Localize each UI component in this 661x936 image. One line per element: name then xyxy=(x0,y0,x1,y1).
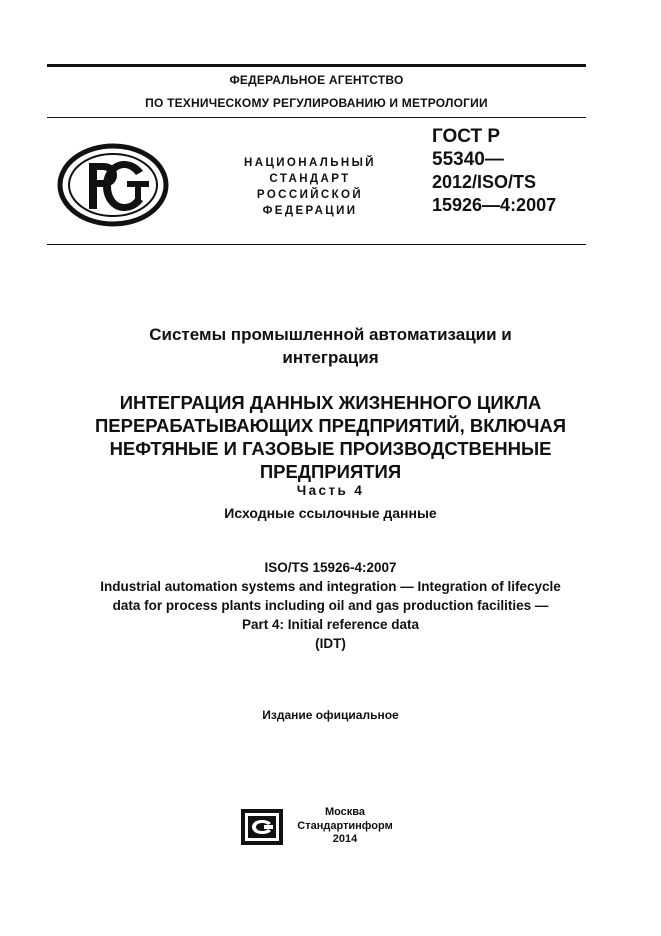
part-number: Часть 4 xyxy=(296,483,365,498)
national-standard-label xyxy=(220,155,400,219)
top-rule xyxy=(47,64,586,67)
main-title-line: НЕФТЯНЫЕ И ГАЗОВЫЕ ПРОИЗВОДСТВЕННЫЕ xyxy=(109,438,552,459)
standartinform-logo-icon xyxy=(240,808,284,846)
publisher-info xyxy=(290,806,400,847)
main-title-line: ПРЕДПРИЯТИЯ xyxy=(259,461,402,482)
national-standard-line: НАЦИОНАЛЬНЫЙ xyxy=(244,157,376,169)
iso-title-line: data for process plants including oil and gas production facilities — xyxy=(112,598,549,613)
publication-year: 2014 xyxy=(332,833,358,845)
iso-title-line: Industrial automation systems and integration — Integration of lifecycle xyxy=(100,579,561,594)
standard-block-divider xyxy=(47,244,586,245)
header-divider xyxy=(47,117,586,118)
title-line: интеграция xyxy=(282,348,379,367)
rst-certification-mark-icon xyxy=(57,143,169,227)
designation-line: 55340— xyxy=(432,149,504,170)
national-standard-line: РОССИЙСКОЙ xyxy=(256,189,364,201)
designation-line: 15926—4:2007 xyxy=(432,195,557,215)
iso-code: ISO/TS 15926-4:2007 xyxy=(264,560,397,575)
publisher-city: Москва xyxy=(324,806,366,818)
main-title-line: ПЕРЕРАБАТЫВАЮЩИХ ПРЕДПРИЯТИЙ, ВКЛЮЧАЯ xyxy=(94,415,567,436)
main-title-line: ИНТЕГРАЦИЯ ДАННЫХ ЖИЗНЕННОГО ЦИКЛА xyxy=(119,392,542,413)
document-title xyxy=(47,323,614,369)
document-main-title xyxy=(47,391,614,483)
part-subtitle: Исходные ссылочные данные xyxy=(224,505,437,521)
agency-name-line-2: ПО ТЕХНИЧЕСКОМУ РЕГУЛИРОВАНИЮ И МЕТРОЛОГИИ xyxy=(145,96,488,110)
edition-label: Издание официальное xyxy=(262,708,399,722)
national-standard-line: СТАНДАРТ xyxy=(269,173,351,185)
designation-line: 2012/ISO/TS xyxy=(432,172,537,192)
title-line: Системы промышленной автоматизации и xyxy=(149,325,512,344)
designation-line: ГОСТ Р xyxy=(432,126,501,147)
iso-identity-marker: (IDT) xyxy=(315,636,346,651)
agency-name-line-1: ФЕДЕРАЛЬНОЕ АГЕНТСТВО xyxy=(229,73,404,87)
iso-reference xyxy=(47,558,614,653)
iso-title-line: Part 4: Initial reference data xyxy=(241,617,420,632)
national-standard-line: ФЕДЕРАЦИИ xyxy=(262,205,358,217)
standard-designation xyxy=(432,125,556,217)
publisher-name: Стандартинформ xyxy=(297,819,393,832)
